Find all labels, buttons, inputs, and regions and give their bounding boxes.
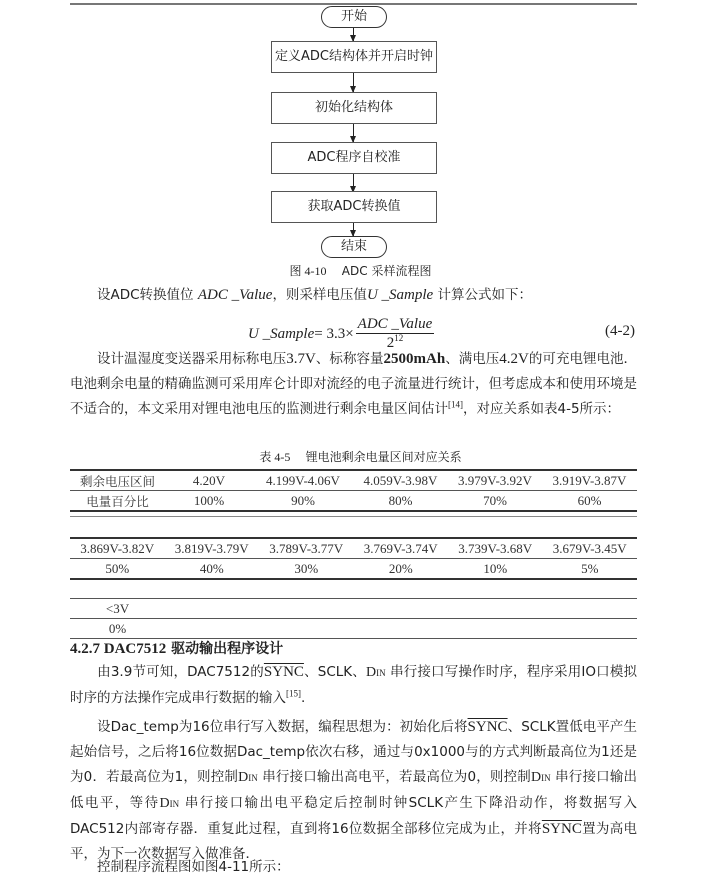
table-row bbox=[70, 599, 637, 619]
table-cell: 70% bbox=[448, 491, 542, 512]
text-run: 串行接口输出低电平，等待 bbox=[70, 769, 637, 811]
paragraph-dac-timing bbox=[70, 660, 637, 711]
paragraph-adc-value bbox=[70, 283, 637, 308]
table-cell: 3.789V-3.77V bbox=[259, 538, 354, 559]
signal-din-subscript: IN bbox=[169, 799, 180, 809]
table-cell: 3.819V-3.79V bbox=[165, 538, 260, 559]
signal-din-subscript: IN bbox=[376, 668, 386, 678]
table-cell: 20% bbox=[354, 559, 449, 580]
signal-din-subscript: IN bbox=[541, 773, 551, 783]
battery-table-part2 bbox=[70, 537, 637, 580]
signal-din: D bbox=[238, 770, 249, 785]
text-run: 设Dac_temp为16位串行写入数据，编程思想为：初始化后将 bbox=[97, 719, 468, 735]
row-header-percent: 电量百分比 bbox=[70, 491, 165, 512]
signal-din: D bbox=[530, 770, 542, 785]
flow-step-4: 获取ADC转换值 bbox=[271, 191, 437, 223]
table-cell: 100% bbox=[165, 491, 253, 512]
adc-sampling-flowchart bbox=[0, 0, 721, 280]
flow-step-1: 定义ADC结构体并开启时钟 bbox=[271, 41, 437, 73]
paragraph-programming-idea bbox=[70, 715, 637, 867]
flow-arrow bbox=[353, 124, 354, 142]
table-cell: <3V bbox=[70, 599, 165, 619]
table-cell: 5% bbox=[543, 559, 638, 580]
section-title: 驱动输出程序设计 bbox=[171, 641, 284, 657]
flow-arrow bbox=[353, 223, 354, 236]
table-cell: 3.919V-3.87V bbox=[542, 470, 637, 491]
figure-label: 图 4-10 bbox=[289, 264, 327, 278]
text-run: . bbox=[301, 690, 306, 706]
paragraph-flowchart-ref bbox=[70, 855, 637, 880]
table-cell: 60% bbox=[542, 491, 637, 512]
flow-end-terminal: 结束 bbox=[321, 236, 387, 258]
text-run: 设ADC转换值位 bbox=[97, 287, 194, 303]
text-run: 计算公式如下： bbox=[437, 287, 532, 303]
value-capacity: 2500mAh bbox=[383, 351, 446, 367]
battery-table-part1 bbox=[70, 469, 637, 512]
table-cell: 50% bbox=[70, 559, 165, 580]
table-caption bbox=[0, 448, 721, 465]
equation-4-2 bbox=[0, 312, 721, 352]
table-divider bbox=[70, 516, 637, 517]
table-cell: 80% bbox=[353, 491, 448, 512]
table-cell: 0% bbox=[70, 619, 165, 639]
equation-number: (4-2) bbox=[605, 323, 635, 339]
section-number: 4.2.7 DAC7512 bbox=[70, 641, 167, 657]
signal-sync: SYNC bbox=[541, 821, 582, 837]
flow-arrow bbox=[353, 73, 354, 92]
variable-adc-value: ADC _Value bbox=[197, 287, 273, 303]
table-cell-empty bbox=[165, 619, 637, 639]
text-run: ，对应关系如表4-5所示： bbox=[463, 401, 621, 417]
row-header-voltage: 剩余电压区间 bbox=[70, 470, 165, 491]
text-run: 的可充电锂电池．电池剩余电量的精确监测可采用库仑计即对流经的电子流量进行统计，但考虑成本和使用环境是不适合的，本文采用对锂电池电压的监测进行剩余电量区间估计 bbox=[70, 351, 638, 417]
section-heading bbox=[70, 638, 283, 658]
text-run: 、标称容量 bbox=[315, 351, 384, 367]
table-row bbox=[70, 559, 637, 580]
denominator-exponent: 12 bbox=[394, 333, 404, 343]
text-run: ，则采样电压值 bbox=[272, 287, 367, 303]
table-row bbox=[70, 491, 637, 512]
table-cell: 3.979V-3.92V bbox=[448, 470, 542, 491]
flow-arrow bbox=[353, 174, 354, 192]
signal-din: D bbox=[365, 665, 377, 680]
signal-sync: SYNC bbox=[467, 719, 508, 735]
text-run: 串行接口输出高电平，若最高位为0，则控制 bbox=[262, 769, 531, 785]
table-row bbox=[70, 619, 637, 639]
table-cell: 40% bbox=[165, 559, 260, 580]
table-cell: 10% bbox=[448, 559, 543, 580]
flow-step-2: 初始化结构体 bbox=[271, 92, 437, 124]
table-cell-empty bbox=[165, 599, 637, 619]
figure-caption bbox=[0, 262, 721, 279]
text-run: 、SCLK、 bbox=[303, 664, 366, 680]
equation-lhs: U _Sample bbox=[248, 325, 315, 342]
table-cell: 30% bbox=[259, 559, 354, 580]
variable-u-sample: U _Sample bbox=[366, 287, 434, 303]
text-run: 、SCLK置低电平产生起始信号，之后将16位数据Dac_temp依次右移，通过与0x1000与的方式判断最高位为1还是为0．若最高位为1，则控制 bbox=[70, 719, 637, 785]
table-cell: 4.20V bbox=[165, 470, 253, 491]
signal-din-subscript: IN bbox=[248, 773, 258, 783]
text-run: 、满电压 bbox=[445, 351, 500, 367]
table-row bbox=[70, 470, 637, 491]
table-cell: 90% bbox=[253, 491, 353, 512]
text-run: 串行接口写操作时序，程序采用IO口模拟时序的方法操作完成串行数据的输入 bbox=[70, 664, 637, 706]
table-label: 表 4-5 bbox=[259, 450, 291, 464]
table-cell: 4.059V-3.98V bbox=[353, 470, 448, 491]
equation-operator: = 3.3× bbox=[314, 325, 354, 342]
signal-din: D bbox=[159, 796, 170, 811]
figure-title: ADC 采样流程图 bbox=[341, 264, 432, 278]
text-run: 由3.9节可知，DAC7512的 bbox=[97, 664, 264, 680]
text-run: 串行接口输出电平稳定后控制时钟SCLK产生下降沿动作，将数据写入DAC512内部寄存器．重复此过程，直到将16位数据全部移位完成为止，并将 bbox=[70, 795, 638, 837]
denominator-base: 2 bbox=[386, 335, 395, 351]
value-nominal-voltage: 3.7V bbox=[286, 351, 316, 367]
table-cell: 3.869V-3.82V bbox=[70, 538, 165, 559]
table-cell: 3.679V-3.45V bbox=[543, 538, 638, 559]
citation-ref: [14] bbox=[448, 399, 463, 410]
table-row bbox=[70, 538, 637, 559]
fraction-numerator: ADC _Value bbox=[357, 316, 433, 332]
flow-arrow bbox=[353, 28, 354, 41]
text-run: 设计温湿度变送器采用标称电压 bbox=[97, 351, 287, 367]
battery-table-part3 bbox=[70, 598, 637, 639]
table-cell: 3.769V-3.74V bbox=[354, 538, 449, 559]
signal-sync: SYNC bbox=[263, 664, 304, 680]
table-cell: 3.739V-3.68V bbox=[448, 538, 543, 559]
citation-ref: [15] bbox=[286, 688, 301, 699]
flow-start-terminal: 开始 bbox=[321, 6, 387, 28]
table-cell: 4.199V-4.06V bbox=[253, 470, 353, 491]
table-title: 锂电池剩余电量区间对应关系 bbox=[305, 450, 462, 464]
paragraph-battery bbox=[70, 347, 637, 422]
value-full-voltage: 4.2V bbox=[499, 351, 529, 367]
text-run: 控制程序流程图如图4-11所示： bbox=[97, 859, 290, 875]
flow-step-3: ADC程序自校准 bbox=[271, 142, 437, 174]
text-run: 置为高电平，为下一次数据写入做准备． bbox=[70, 821, 637, 862]
